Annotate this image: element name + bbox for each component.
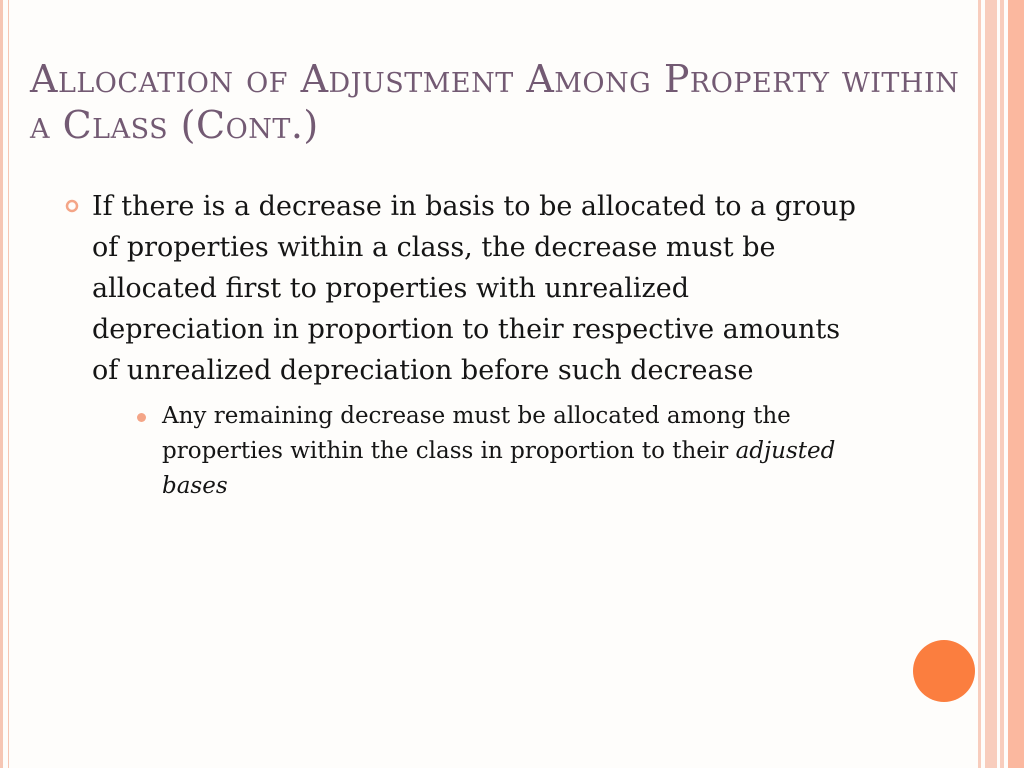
slide-title: Allocation of Adjustment Among Property within a Class (Cont.) <box>30 57 960 147</box>
dot-bullet-icon <box>137 413 146 422</box>
left-border-stripe <box>0 0 3 768</box>
slide-content <box>64 186 864 504</box>
sub-bullet-emphasis: adjusted bases <box>162 438 836 499</box>
sub-bullet-item <box>134 399 902 504</box>
stripe <box>985 0 997 768</box>
stripe <box>1000 0 1004 768</box>
decorative-orange-circle <box>913 640 975 702</box>
bullet-text: If there is a decrease in basis to be allocated to a group of properties within a class, the decrease must be allocated first to properties with unrealized depreciation in proportion to their respective amounts of unrealized depreciation before such decrease <box>92 191 856 386</box>
stripe <box>1008 0 1024 768</box>
right-decorative-stripes <box>978 0 1024 768</box>
bullet-item <box>64 186 864 504</box>
left-border-line <box>8 0 9 768</box>
circle-bullet-icon <box>64 198 80 214</box>
sub-bullet-text: Any remaining decrease must be allocated among the properties within the class in proportion to their <box>162 403 791 464</box>
